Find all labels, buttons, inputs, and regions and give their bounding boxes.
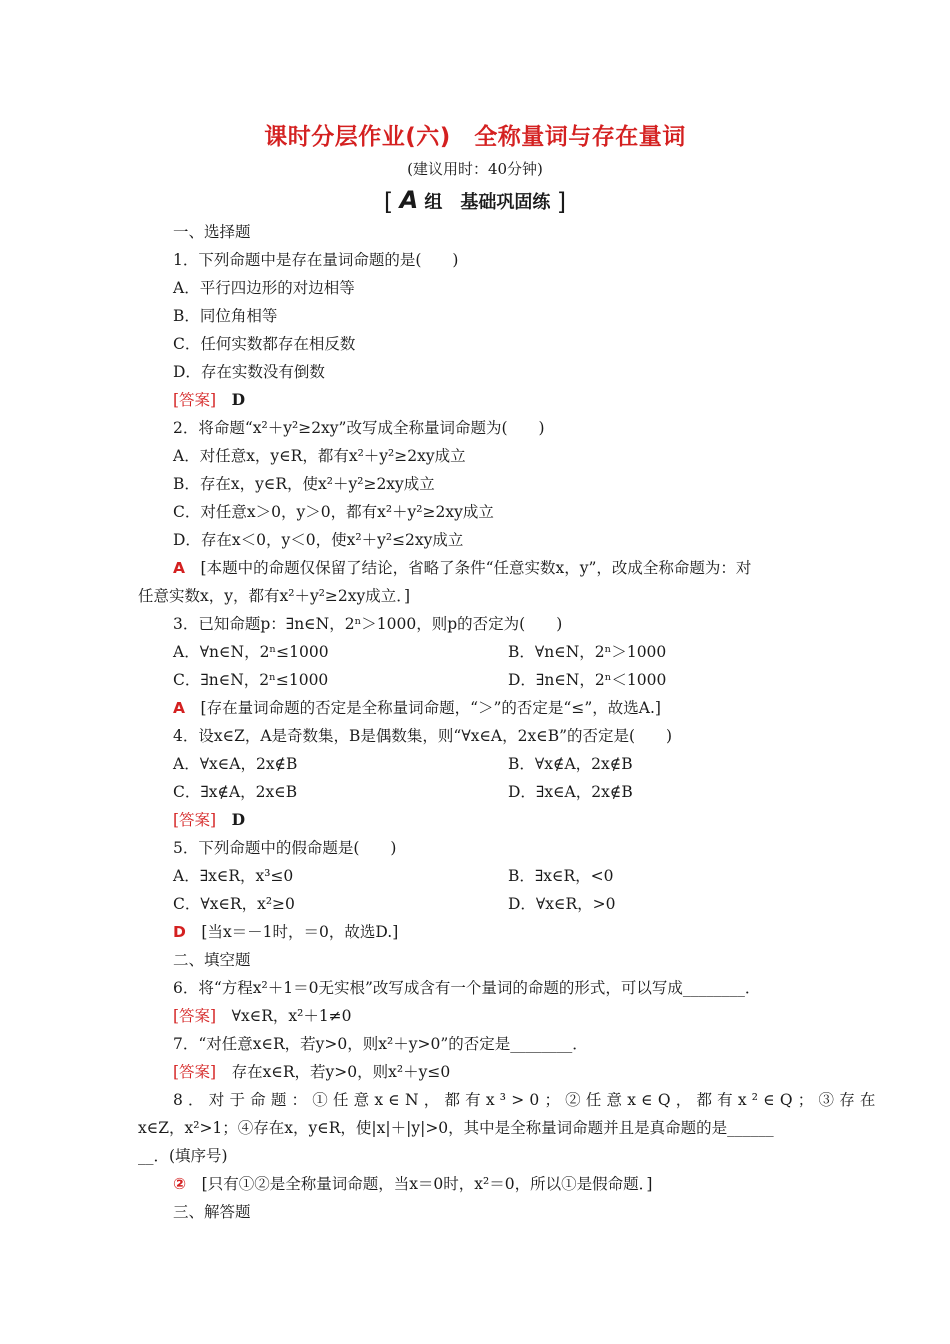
group-title: 组 基础巩固练 <box>424 192 551 213</box>
q2-answer <box>173 558 751 578</box>
answer-value: D <box>173 923 186 941</box>
answer-tag: [答案] <box>173 1063 217 1081</box>
explanation: [只有①②是全称量词命题，当x＝0时，x²＝0，所以①是假命题．] <box>201 1175 653 1193</box>
q3-option-d: D．∃n∈N，2ⁿ＜1000 <box>508 671 667 689</box>
group-letter: A <box>399 186 419 214</box>
q4-option-a: A．∀x∈A，2x∉B <box>173 755 298 773</box>
q3-stem: 3．已知命题p：∃n∈N，2ⁿ＞1000，则p的否定为( ) <box>173 615 563 633</box>
answer-value: A <box>173 699 185 717</box>
q5-option-d: D．∀x∈R，>0 <box>508 895 616 913</box>
group-bracket-close: ] <box>556 188 567 216</box>
page-title: 课时分层作业(六) 全称量词与存在量词 <box>264 124 686 150</box>
q5-stem: 5．下列命题中的假命题是( ) <box>173 839 397 857</box>
q1-stem: 1．下列命题中是存在量词命题的是( ) <box>173 251 459 269</box>
explanation: [本题中的命题仅保留了结论，省略了条件“任意实数x，y”，改成全称命题为：对 <box>200 559 752 577</box>
group-heading <box>0 186 950 216</box>
q1-option-b: B．同位角相等 <box>173 307 278 325</box>
q3-answer <box>173 698 661 718</box>
q4-option-d: D．∃x∈A，2x∉B <box>508 783 633 801</box>
section-solve: 三、解答题 <box>173 1203 251 1221</box>
q1-option-c: C．任何实数都存在相反数 <box>173 335 356 353</box>
q5-option-c: C．∀x∈R，x²≥0 <box>173 895 295 913</box>
answer-value: D <box>231 810 246 829</box>
q8-answer <box>173 1174 652 1194</box>
q8-stem: 8．对于命题：①任意x∈N，都有x³>0；②任意x∈Q，都有x²∈Q；③存在 <box>173 1091 881 1109</box>
group-bracket-open: [ <box>383 188 394 216</box>
answer-tag: [答案] <box>173 1007 217 1025</box>
q2-option-a: A．对任意x，y∈R，都有x²＋y²≥2xy成立 <box>173 447 466 465</box>
answer-value: ∀x∈R，x²＋1≠0 <box>231 1007 352 1025</box>
explanation: [当x＝－1时，＝0，故选D.] <box>201 923 399 941</box>
answer-value: ② <box>173 1175 187 1193</box>
q1-option-a: A．平行四边形的对边相等 <box>173 279 355 297</box>
q6-stem: 6．将“方程x²＋1＝0无实根”改写成含有一个量词的命题的形式，可以写成________． <box>173 979 761 997</box>
q3-option-b: B．∀n∈N，2ⁿ＞1000 <box>508 643 667 661</box>
q8-stem-cont: x∈Z，x²>1；④存在x，y∈R，使|x|＋|y|>0，其中是全称量词命题并且是真命题的是______ <box>138 1119 774 1137</box>
section-fill: 二、填空题 <box>173 951 251 969</box>
q4-option-c: C．∃x∉A，2x∈B <box>173 783 298 801</box>
q5-option-b: B．∃x∈R，<0 <box>508 867 614 885</box>
answer-value: 存在x∈R，若y>0，则x²＋y≤0 <box>231 1063 451 1081</box>
q8-stem-end: __．(填序号) <box>138 1147 228 1165</box>
q2-stem: 2．将命题“x²＋y²≥2xy”改写成全称量词命题为( ) <box>173 419 545 437</box>
answer-value: A <box>173 559 185 577</box>
q1-option-d: D．存在实数没有倒数 <box>173 363 325 381</box>
q3-option-c: C．∃n∈N，2ⁿ≤1000 <box>173 671 329 689</box>
explanation: [存在量词命题的否定是全称量词命题，“＞”的否定是“≤”，故选A.] <box>200 699 661 717</box>
q5-option-a: A．∃x∈R，x³≤0 <box>173 867 294 885</box>
q2-option-d: D．存在x＜0，y＜0，使x²＋y²≤2xy成立 <box>173 531 464 549</box>
q5-answer <box>173 922 398 942</box>
section-choice: 一、选择题 <box>173 223 251 241</box>
q3-option-a: A．∀n∈N，2ⁿ≤1000 <box>173 643 329 661</box>
answer-tag: [答案] <box>173 391 217 409</box>
q4-option-b: B．∀x∉A，2x∉B <box>508 755 633 773</box>
answer-tag: [答案] <box>173 811 217 829</box>
q6-answer <box>173 1006 352 1026</box>
q4-stem: 4．设x∈Z，A是奇数集，B是偶数集，则“∀x∈A，2x∈B”的否定是( ) <box>173 727 673 745</box>
q7-answer <box>173 1062 450 1082</box>
q2-option-c: C．对任意x＞0，y＞0，都有x²＋y²≥2xy成立 <box>173 503 494 521</box>
q7-stem: 7．“对任意x∈R，若y>0，则x²＋y>0”的否定是________． <box>173 1035 588 1053</box>
q1-answer <box>173 390 245 410</box>
answer-value: D <box>231 390 246 409</box>
q2-explanation-cont: 任意实数x，y，都有x²＋y²≥2xy成立．] <box>138 587 411 605</box>
q4-answer <box>173 810 245 830</box>
time-suggestion: (建议用时：40分钟) <box>407 160 543 178</box>
q2-option-b: B．存在x，y∈R，使x²＋y²≥2xy成立 <box>173 475 435 493</box>
